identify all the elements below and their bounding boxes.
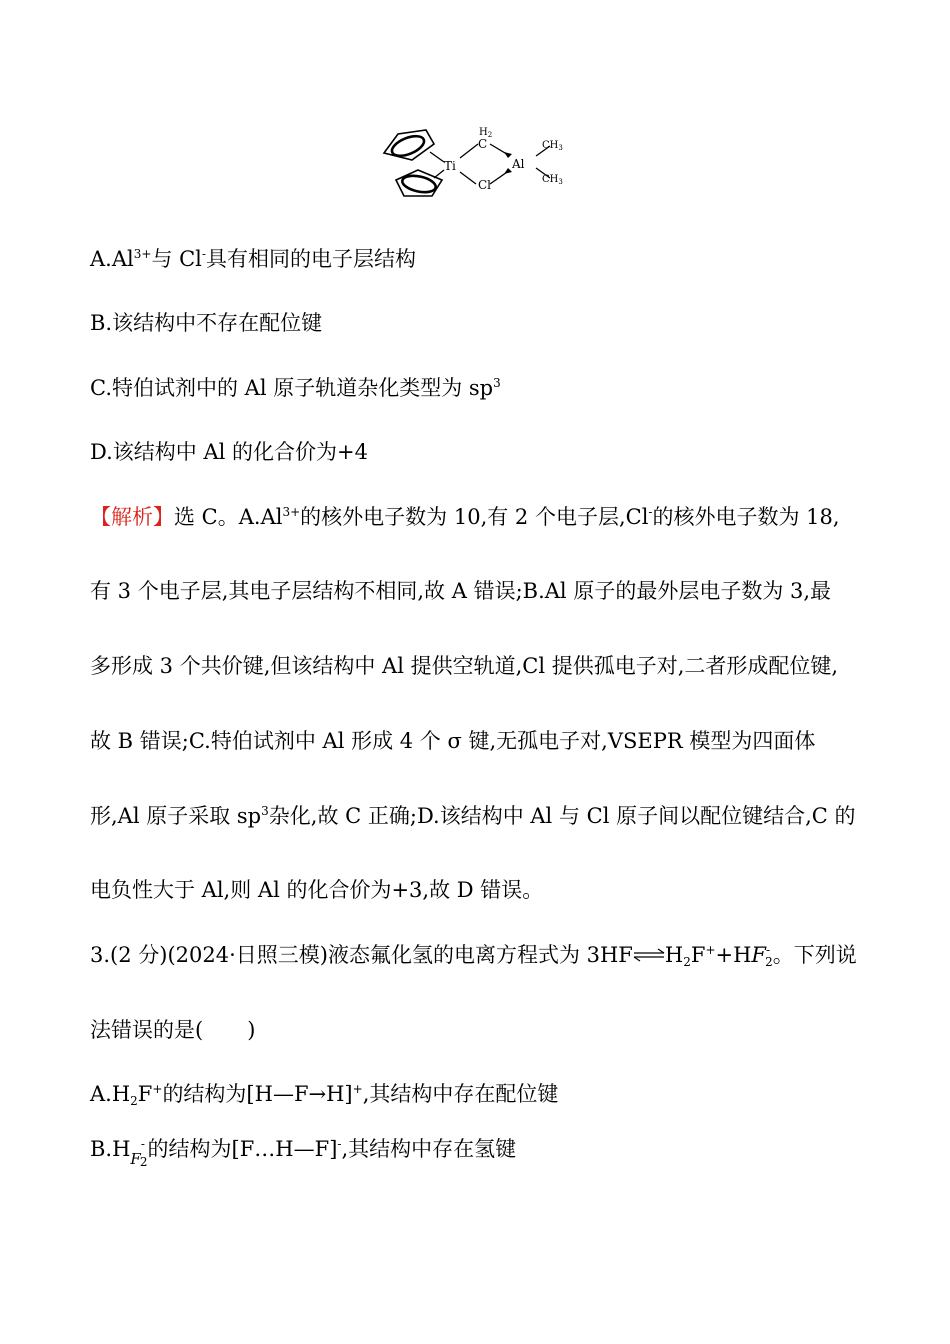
analysis-l1-sup-2: - xyxy=(648,505,653,519)
q3-l1-sup-1: + xyxy=(705,943,716,957)
al-atom-label: Al xyxy=(512,157,525,171)
titanium-aluminum-complex-figure xyxy=(378,120,578,210)
q3b-text-4: ,其结构中存在氢键 xyxy=(341,1137,517,1161)
analysis-line-1 xyxy=(90,502,840,532)
q3a-text-4: ,其结构中存在配位键 xyxy=(362,1082,559,1106)
analysis-line-3: 多形成 3 个共价键,但该结构中 Al 提供空轨道,Cl 提供孤电子对,二者形成配位键, xyxy=(90,654,839,678)
analysis-l5-text-1: 形,Al 原子采取 sp xyxy=(90,804,262,828)
q3a-sup-2: + xyxy=(352,1082,363,1096)
q3a-text-1: A.H xyxy=(90,1082,131,1106)
analysis-line-6: 电负性大于 Al,则 Al 的化合价为+3,故 D 错误。 xyxy=(90,878,544,902)
carbon-atom-label: C xyxy=(478,137,488,151)
svg-text:CH3 xyxy=(542,174,563,186)
ch3-bottom-label: CH xyxy=(542,174,559,185)
analysis-l1-sup-1: 3+ xyxy=(282,505,301,519)
cyclopentadienyl-ring-upper xyxy=(384,130,434,160)
option-a-text-2: 与 Cl xyxy=(151,247,202,271)
analysis-l1-text-2: 的核外电子数为 10,有 2 个电子层,Cl xyxy=(300,505,649,529)
option-c xyxy=(90,373,501,403)
option-d: D.该结构中 Al 的化合价为+4 xyxy=(90,440,368,464)
option-a-text-3: 具有相同的电子层结构 xyxy=(205,247,416,271)
q3a-text-2: F xyxy=(137,1082,153,1106)
q3-l2-text-1: 法错误的是( xyxy=(90,1018,204,1042)
analysis-line-2: 有 3 个电子层,其电子层结构不相同,故 A 错误;B.Al 原子的最外层电子数为 3,最 xyxy=(90,579,832,603)
h2-subscript: 2 xyxy=(487,131,493,139)
q3-l2-text-2: ) xyxy=(247,1018,256,1042)
h2-label: H xyxy=(479,127,488,138)
q3b-sup-1: - xyxy=(140,1137,145,1151)
question-3-line-1 xyxy=(90,940,857,970)
question-3-option-b xyxy=(90,1134,516,1174)
svg-text:CH3 xyxy=(542,140,563,152)
question-3-line-2 xyxy=(90,1015,255,1045)
option-c-superscript: 3 xyxy=(493,376,501,390)
q3a-sup-1: + xyxy=(152,1082,163,1096)
q3-l1-text-6: 。下列说 xyxy=(772,943,857,967)
q3-l1-text-1: 3.(2 分)(2024·日照三模)液态氟化氢的电离方程式为 3HF xyxy=(90,943,633,967)
analysis-l5-sup: 3 xyxy=(261,804,269,818)
q3b-text-1: B.H xyxy=(90,1137,131,1161)
q3-l1-text-2: H xyxy=(664,943,684,967)
chlorine-atom-label: Cl xyxy=(478,178,492,192)
option-a xyxy=(90,244,416,274)
q3-l1-sub-2: 2 xyxy=(765,955,773,969)
analysis-l1-text-3: 的核外电子数为 18, xyxy=(652,505,840,529)
q3a-sub: 2 xyxy=(130,1094,138,1108)
q3-l1-text-3: F xyxy=(690,943,706,967)
svg-text:H2 xyxy=(479,127,492,139)
option-c-text: C.特伯试剂中的 Al 原子轨道杂化类型为 sp xyxy=(90,376,494,400)
cyclopentadienyl-ring-lower xyxy=(396,170,442,196)
q3-l1-text-4: +H xyxy=(715,943,752,967)
ti-atom-label: Ti xyxy=(444,159,456,173)
question-3-option-a xyxy=(90,1079,558,1109)
q3b-text-3: 的结构为[F…H—F] xyxy=(147,1137,338,1161)
analysis-label: 【解析】 xyxy=(90,505,174,529)
option-a-superscript-1: 3+ xyxy=(133,247,152,261)
option-a-superscript-2: - xyxy=(201,247,206,261)
q3b-sup-2: - xyxy=(337,1137,342,1151)
option-b: B.该结构中不存在配位键 xyxy=(90,311,323,335)
analysis-line-5 xyxy=(90,801,856,831)
ch3-top-subscript: 3 xyxy=(558,144,563,152)
q3-l1-text-5: F xyxy=(751,943,766,967)
equilibrium-arrow-icon xyxy=(633,948,665,962)
option-a-text-1: A.Al xyxy=(90,247,134,271)
analysis-l5-text-2: 杂化,故 C 正确;D.该结构中 Al 与 Cl 原子间以配位键结合,C 的 xyxy=(268,804,856,828)
analysis-l1-text-1: 选 C。A.Al xyxy=(174,505,283,529)
q3b-text-2: F xyxy=(130,1150,141,1168)
q3-l1-sup-2: - xyxy=(766,943,771,957)
analysis-line-4: 故 B 错误;C.特伯试剂中 Al 形成 4 个 σ 键,无孤电子对,VSEPR 模型为四面体 xyxy=(90,729,816,753)
ch3-top-label: CH xyxy=(542,140,559,151)
q3a-text-3: 的结构为[H—F→H] xyxy=(162,1082,353,1106)
q3-l1-sub-1: 2 xyxy=(683,955,691,969)
ch3-bottom-subscript: 3 xyxy=(558,178,563,186)
q3b-sub: 2 xyxy=(139,1155,148,1169)
